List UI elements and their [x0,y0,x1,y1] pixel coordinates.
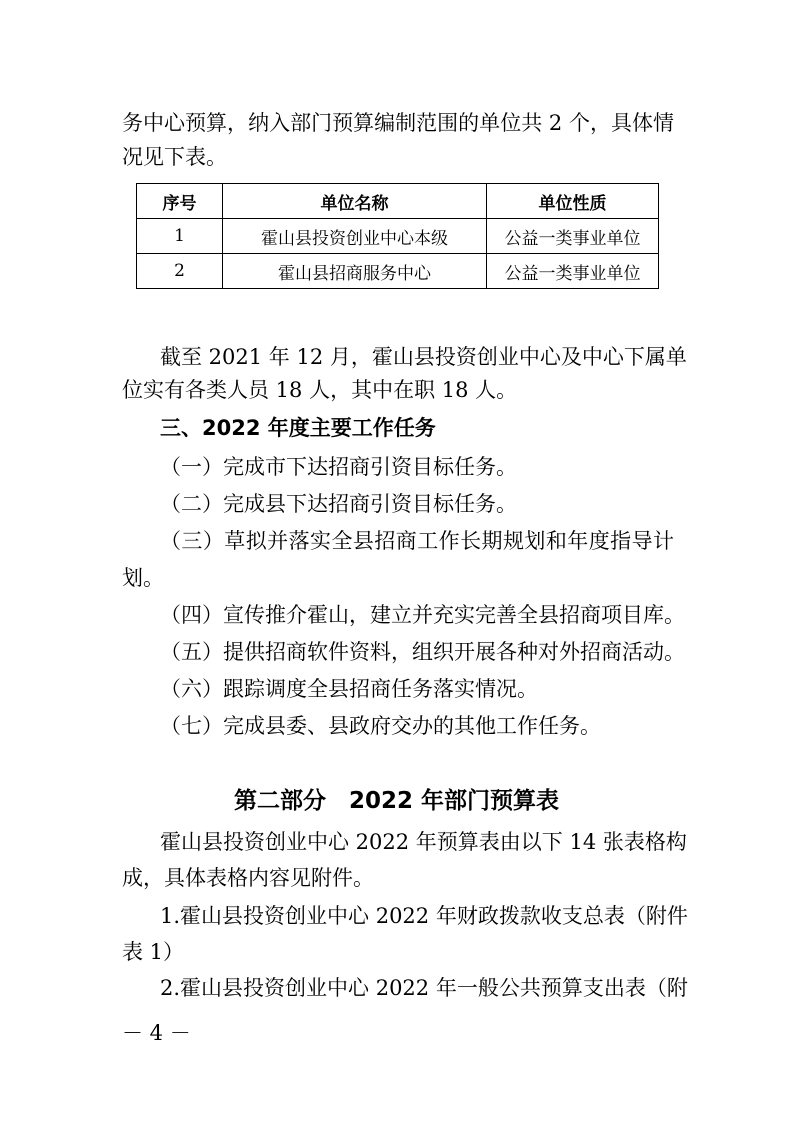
page-number: － 4 － [122,1021,191,1045]
part-2-desc-line-2: 成，具体表格内容见附件。 [122,866,374,890]
table-row [137,219,659,254]
cell-unit-name: 霍山县招商服务中心 [223,254,487,289]
cell-index: 2 [137,254,223,289]
staff-text-line-2: 位实有各类人员 18 人，其中在职 18 人。 [122,378,518,402]
staff-text-line-1: 截至 2021 年 12 月，霍山县投资创业中心及中心下属单 [160,345,687,369]
header-unit-type: 单位性质 [487,184,659,219]
task-item-4: （四）宣传推介霍山，建立并充实完善全县招商项目库。 [160,603,685,627]
attachment-list-item-1-line-1: 1.霍山县投资创业中心 2022 年财政拨款收支总表（附件 [160,904,688,928]
task-item-3-line-2: 划。 [122,566,164,590]
cell-index: 1 [137,219,223,254]
cell-unit-type: 公益一类事业单位 [487,254,659,289]
task-item-1: （一）完成市下达招商引资目标任务。 [160,455,517,479]
task-item-6: （六）跟踪调度全县招商任务落实情况。 [160,677,538,701]
task-item-5: （五）提供招商软件资料，组织开展各种对外招商活动。 [160,640,685,664]
header-unit-name: 单位名称 [223,184,487,219]
attachment-list-item-2-line-1: 2.霍山县投资创业中心 2022 年一般公共预算支出表（附 [160,976,688,1000]
cell-unit-name: 霍山县投资创业中心本级 [223,219,487,254]
header-index: 序号 [137,184,223,219]
task-item-2: （二）完成县下达招商引资目标任务。 [160,492,517,516]
intro-text-line-2: 况见下表。 [122,145,227,169]
part-2-title: 第二部分 2022 年部门预算表 [233,788,560,814]
task-item-7: （七）完成县委、县政府交办的其他工作任务。 [160,714,601,738]
table-header-row [137,184,659,219]
cell-unit-type: 公益一类事业单位 [487,219,659,254]
intro-text-line-1: 务中心预算，纳入部门预算编制范围的单位共 2 个，具体情 [122,111,674,135]
table-row [137,254,659,289]
task-item-3-line-1: （三）草拟并落实全县招商工作长期规划和年度指导计 [160,529,674,553]
section-3-heading: 三、2022 年度主要工作任务 [160,416,436,440]
units-table [136,183,659,289]
part-2-desc-line-1: 霍山县投资创业中心 2022 年预算表由以下 14 张表格构 [160,830,687,854]
attachment-list-item-1-line-2: 表 1） [122,940,185,964]
